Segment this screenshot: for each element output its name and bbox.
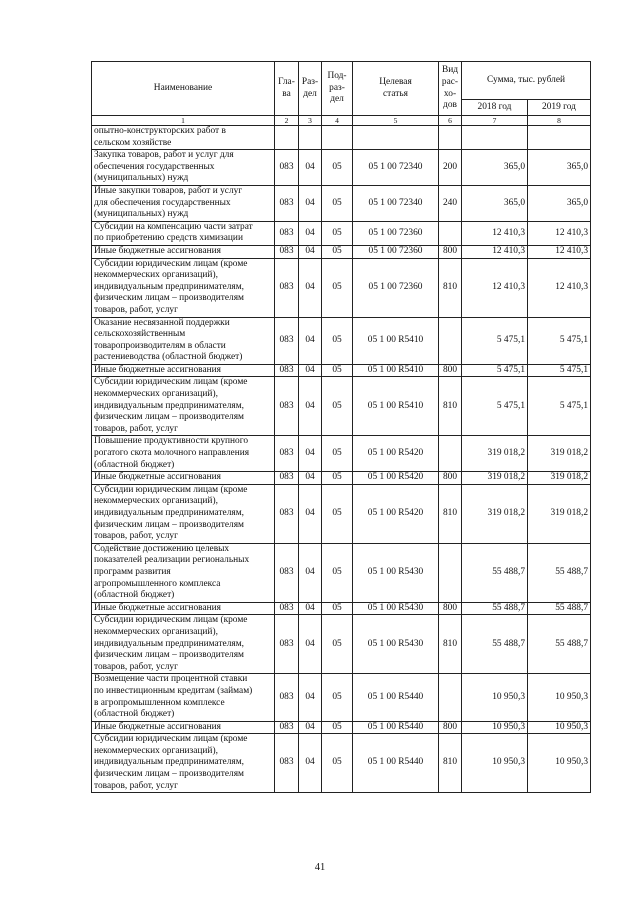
table-row [92, 185, 591, 221]
row-name: Иные закупки товаров, работ и услуг для обеспечения государственных (муниципальных) нужд [92, 185, 275, 221]
row-name: Содействие достижению целевых показателей реализации региональных программ развития агропромышленного комплекса (областной бюджет) [92, 543, 275, 602]
row-razdel: 04 [299, 721, 322, 734]
row-vid: 800 [439, 602, 462, 615]
row-podrazdel: 05 [322, 258, 353, 317]
col-number: 8 [528, 116, 591, 126]
row-podrazdel: 05 [322, 185, 353, 221]
row-name: Иные бюджетные ассигнования [92, 602, 275, 615]
row-podrazdel: 05 [322, 674, 353, 721]
row-podrazdel: 05 [322, 221, 353, 245]
row-sum-2019: 12 410,3 [528, 221, 591, 245]
row-vid: 800 [439, 364, 462, 377]
row-sum-2018 [462, 126, 528, 150]
row-sum-2019: 12 410,3 [528, 245, 591, 258]
row-sum-2019: 319 018,2 [528, 484, 591, 543]
table-row [92, 615, 591, 674]
row-vid: 810 [439, 484, 462, 543]
row-glava: 083 [275, 258, 299, 317]
row-vid: 800 [439, 472, 462, 485]
row-name: Субсидии юридическим лицам (кроме некоммерческих организаций), индивидуальным предпринимателям, физическим лицам – производителям товаров, работ, услуг [92, 734, 275, 793]
row-name: опытно-конструкторских работ в сельском хозяйстве [92, 126, 275, 150]
col-number: 6 [439, 116, 462, 126]
row-vid: 200 [439, 150, 462, 186]
row-target: 05 1 00 R5430 [353, 615, 439, 674]
row-sum-2019: 12 410,3 [528, 258, 591, 317]
row-vid: 800 [439, 721, 462, 734]
row-name: Оказание несвязанной поддержки сельскохозяйственным товаропроизводителям в области растениеводства (областной бюджет) [92, 317, 275, 364]
row-sum-2019: 5 475,1 [528, 317, 591, 364]
row-target: 05 1 00 72340 [353, 185, 439, 221]
row-target: 05 1 00 72360 [353, 221, 439, 245]
col-number: 1 [92, 116, 275, 126]
row-razdel: 04 [299, 150, 322, 186]
row-target: 05 1 00 R5420 [353, 436, 439, 472]
row-podrazdel: 05 [322, 602, 353, 615]
row-vid: 240 [439, 185, 462, 221]
row-vid: 810 [439, 734, 462, 793]
header-2018: 2018 год [462, 100, 528, 116]
row-sum-2018: 5 475,1 [462, 317, 528, 364]
header-podrazdel: Под- раз- дел [322, 62, 353, 116]
page-number: 41 [314, 862, 326, 873]
row-target: 05 1 00 72360 [353, 245, 439, 258]
header-vid: Вид рас- хо- дов [439, 62, 462, 116]
row-razdel: 04 [299, 377, 322, 436]
row-sum-2019: 365,0 [528, 185, 591, 221]
row-razdel: 04 [299, 734, 322, 793]
row-sum-2018: 319 018,2 [462, 472, 528, 485]
row-sum-2018: 10 950,3 [462, 721, 528, 734]
row-vid [439, 317, 462, 364]
row-sum-2019: 55 488,7 [528, 602, 591, 615]
row-razdel: 04 [299, 317, 322, 364]
row-glava: 083 [275, 674, 299, 721]
col-number: 5 [353, 116, 439, 126]
row-razdel: 04 [299, 245, 322, 258]
table-row [92, 484, 591, 543]
row-sum-2019: 10 950,3 [528, 721, 591, 734]
row-target: 05 1 00 72360 [353, 258, 439, 317]
row-target: 05 1 00 R5440 [353, 674, 439, 721]
row-vid [439, 436, 462, 472]
row-name: Субсидии юридическим лицам (кроме некоммерческих организаций), индивидуальным предпринимателям, физическим лицам – производителям товаров, работ, услуг [92, 484, 275, 543]
row-name: Иные бюджетные ассигнования [92, 245, 275, 258]
row-razdel: 04 [299, 615, 322, 674]
row-target: 05 1 00 R5410 [353, 377, 439, 436]
row-glava: 083 [275, 185, 299, 221]
row-razdel: 04 [299, 472, 322, 485]
row-sum-2018: 5 475,1 [462, 377, 528, 436]
row-vid: 800 [439, 245, 462, 258]
row-glava: 083 [275, 615, 299, 674]
header-2019: 2019 год [528, 100, 591, 116]
table-row [92, 258, 591, 317]
row-vid: 810 [439, 377, 462, 436]
table-row [92, 472, 591, 485]
row-razdel: 04 [299, 674, 322, 721]
row-sum-2018: 319 018,2 [462, 484, 528, 543]
row-name: Иные бюджетные ассигнования [92, 472, 275, 485]
row-sum-2019: 10 950,3 [528, 674, 591, 721]
row-sum-2018: 55 488,7 [462, 615, 528, 674]
table-row [92, 543, 591, 602]
row-name: Иные бюджетные ассигнования [92, 721, 275, 734]
row-podrazdel: 05 [322, 245, 353, 258]
table-row [92, 317, 591, 364]
row-razdel: 04 [299, 364, 322, 377]
row-sum-2018: 55 488,7 [462, 602, 528, 615]
row-glava: 083 [275, 245, 299, 258]
table-row [92, 602, 591, 615]
header-razdel: Раз- дел [299, 62, 322, 116]
row-glava [275, 126, 299, 150]
row-glava: 083 [275, 364, 299, 377]
header-name: Наименование [92, 62, 275, 116]
row-sum-2018: 55 488,7 [462, 543, 528, 602]
table-header [92, 62, 591, 126]
row-podrazdel: 05 [322, 317, 353, 364]
row-target: 05 1 00 R5440 [353, 721, 439, 734]
row-glava: 083 [275, 721, 299, 734]
row-razdel: 04 [299, 484, 322, 543]
row-sum-2018: 365,0 [462, 150, 528, 186]
row-vid [439, 674, 462, 721]
col-number: 3 [299, 116, 322, 126]
row-podrazdel [322, 126, 353, 150]
row-sum-2018: 5 475,1 [462, 364, 528, 377]
row-sum-2019 [528, 126, 591, 150]
row-glava: 083 [275, 472, 299, 485]
table-row [92, 245, 591, 258]
row-podrazdel: 05 [322, 150, 353, 186]
row-razdel: 04 [299, 543, 322, 602]
row-sum-2019: 319 018,2 [528, 436, 591, 472]
row-razdel: 04 [299, 185, 322, 221]
row-podrazdel: 05 [322, 543, 353, 602]
row-podrazdel: 05 [322, 377, 353, 436]
row-glava: 083 [275, 543, 299, 602]
row-glava: 083 [275, 436, 299, 472]
row-name: Субсидии юридическим лицам (кроме некоммерческих организаций), индивидуальным предпринимателям, физическим лицам – производителям товаров, работ, услуг [92, 615, 275, 674]
row-glava: 083 [275, 602, 299, 615]
row-vid [439, 543, 462, 602]
row-razdel: 04 [299, 221, 322, 245]
row-name: Возмещение части процентной ставки по инвестиционным кредитам (займам) в агропромышленном комплексе (областной бюджет) [92, 674, 275, 721]
row-sum-2019: 365,0 [528, 150, 591, 186]
row-glava: 083 [275, 317, 299, 364]
table-row [92, 674, 591, 721]
row-target: 05 1 00 R5420 [353, 484, 439, 543]
row-razdel: 04 [299, 258, 322, 317]
table-row [92, 734, 591, 793]
row-sum-2018: 319 018,2 [462, 436, 528, 472]
table-row [92, 150, 591, 186]
table-row [92, 377, 591, 436]
col-number: 4 [322, 116, 353, 126]
row-sum-2019: 55 488,7 [528, 543, 591, 602]
row-sum-2019: 10 950,3 [528, 734, 591, 793]
row-vid [439, 126, 462, 150]
row-target: 05 1 00 R5420 [353, 472, 439, 485]
row-sum-2019: 5 475,1 [528, 377, 591, 436]
budget-table [91, 61, 591, 793]
row-glava: 083 [275, 150, 299, 186]
row-podrazdel: 05 [322, 364, 353, 377]
row-podrazdel: 05 [322, 472, 353, 485]
row-target: 05 1 00 R5430 [353, 543, 439, 602]
header-sum: Сумма, тыс. рублей [462, 62, 591, 100]
row-target: 05 1 00 R5410 [353, 364, 439, 377]
row-vid: 810 [439, 615, 462, 674]
row-razdel [299, 126, 322, 150]
row-name: Повышение продуктивности крупного рогатого скота молочного направления (областной бюджет) [92, 436, 275, 472]
row-sum-2019: 5 475,1 [528, 364, 591, 377]
row-razdel: 04 [299, 436, 322, 472]
table-row [92, 221, 591, 245]
col-number: 2 [275, 116, 299, 126]
row-glava: 083 [275, 377, 299, 436]
row-glava: 083 [275, 734, 299, 793]
row-razdel: 04 [299, 602, 322, 615]
row-target: 05 1 00 R5410 [353, 317, 439, 364]
row-target: 05 1 00 72340 [353, 150, 439, 186]
col-number: 7 [462, 116, 528, 126]
row-vid: 810 [439, 258, 462, 317]
table-row [92, 721, 591, 734]
row-podrazdel: 05 [322, 615, 353, 674]
table-row [92, 126, 591, 150]
row-vid [439, 221, 462, 245]
header-glava: Гла- ва [275, 62, 299, 116]
row-name: Субсидии юридическим лицам (кроме некоммерческих организаций), индивидуальным предпринимателям, физическим лицам – производителям товаров, работ, услуг [92, 258, 275, 317]
row-sum-2018: 12 410,3 [462, 245, 528, 258]
row-target: 05 1 00 R5440 [353, 734, 439, 793]
table-body [92, 126, 591, 793]
column-numbers-row [92, 116, 591, 126]
table-row [92, 436, 591, 472]
row-glava: 083 [275, 484, 299, 543]
table-row [92, 364, 591, 377]
row-target: 05 1 00 R5430 [353, 602, 439, 615]
row-podrazdel: 05 [322, 484, 353, 543]
row-sum-2019: 55 488,7 [528, 615, 591, 674]
row-name: Закупка товаров, работ и услуг для обеспечения государственных (муниципальных) нужд [92, 150, 275, 186]
row-sum-2018: 10 950,3 [462, 674, 528, 721]
row-podrazdel: 05 [322, 734, 353, 793]
row-podrazdel: 05 [322, 721, 353, 734]
row-sum-2018: 365,0 [462, 185, 528, 221]
row-name: Иные бюджетные ассигнования [92, 364, 275, 377]
row-name: Субсидии на компенсацию части затрат по приобретению средств химизации [92, 221, 275, 245]
row-name: Субсидии юридическим лицам (кроме некоммерческих организаций), индивидуальным предпринимателям, физическим лицам – производителям товаров, работ, услуг [92, 377, 275, 436]
row-podrazdel: 05 [322, 436, 353, 472]
row-sum-2019: 319 018,2 [528, 472, 591, 485]
row-sum-2018: 12 410,3 [462, 221, 528, 245]
row-target [353, 126, 439, 150]
header-target: Целевая статья [353, 62, 439, 116]
row-glava: 083 [275, 221, 299, 245]
row-sum-2018: 10 950,3 [462, 734, 528, 793]
row-sum-2018: 12 410,3 [462, 258, 528, 317]
